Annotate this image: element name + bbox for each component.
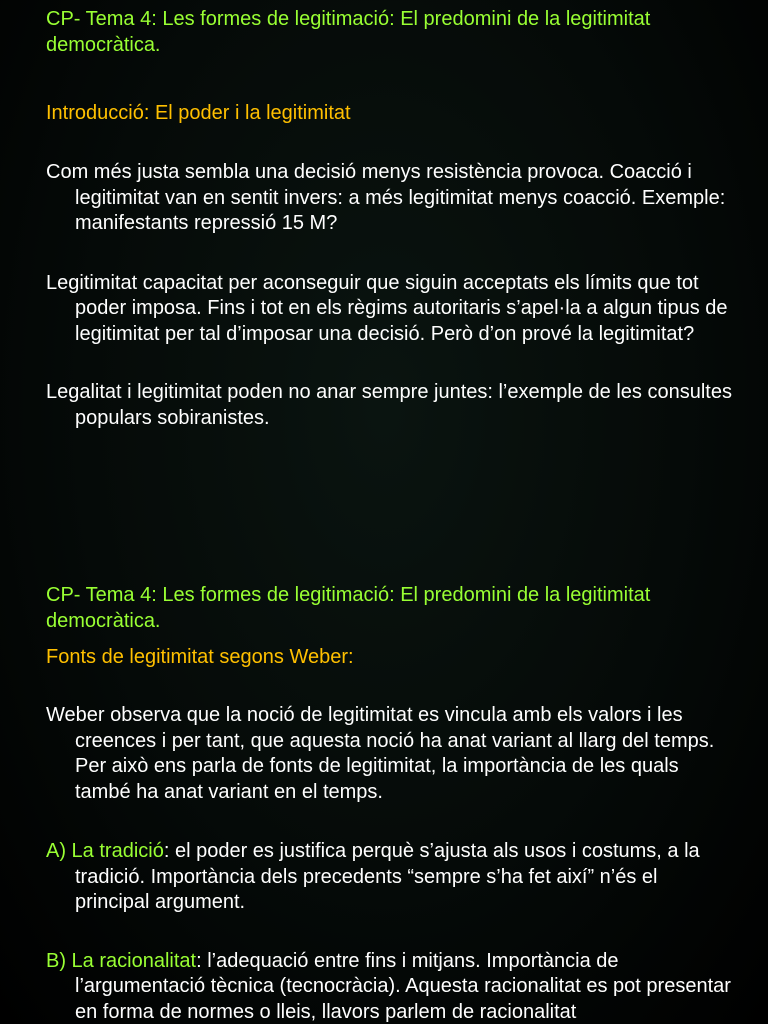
item-text: : el poder es justifica perquè s’ajusta als usos i costums, a la tradició. Importància dels precedents “sempre s’ha fet així” n’és el principal argument. [75, 840, 700, 913]
slide-title: CP- Tema 4: Les formes de legitimació: El predomini de la legitimitat democràtica. [46, 584, 651, 632]
paragraph: Legitimitat capacitat per aconseguir que siguin acceptats els límits que tot poder imposa. Fins i tot en els règims autoritaris s’apel·la a algun tipus de legitimitat per tal d’imposar una decisió. Però d’on prové la legitimitat? [46, 271, 728, 345]
slide-subtitle: Introducció: El poder i la legitimitat [46, 102, 351, 124]
slide-introduction [46, 6, 736, 431]
paragraph: Legalitat i legitimitat poden no anar sempre juntes: l’exemple de les consultes populars sobiranistes. [46, 381, 732, 429]
item-label: A) La tradició [46, 840, 164, 862]
slide-weber-sources [46, 582, 736, 1024]
slide-subtitle: Fonts de legitimitat segons Weber: [46, 646, 354, 668]
item-text: : l’adequació entre fins i mitjans. Importància de l’argumentació tècnica (tecnocràcia). Aquesta racionalitat es pot presentar en forma de normes o lleis, llavors parlem de racionalitat [75, 949, 731, 1023]
slide-title: CP- Tema 4: Les formes de legitimació: El predomini de la legitimitat democràtica. [46, 8, 651, 56]
paragraph: Weber observa que la noció de legitimitat es vincula amb els valors i les creences i per tant, que aquesta noció ha anat variant al llarg del temps. Per això ens parla de fonts de legitimitat, la importància de les quals també ha anat variant en el temps. [46, 704, 715, 803]
item-label: B) La racionalitat [46, 949, 197, 972]
list-item-tradition [46, 839, 736, 916]
paragraph: Com més justa sembla una decisió menys resistència provoca. Coacció i legitimitat van en sentit invers: a més legitimitat menys coacció. Exemple: manifestants repressió 15 M? [46, 161, 726, 234]
list-item-rationality [46, 949, 736, 1024]
